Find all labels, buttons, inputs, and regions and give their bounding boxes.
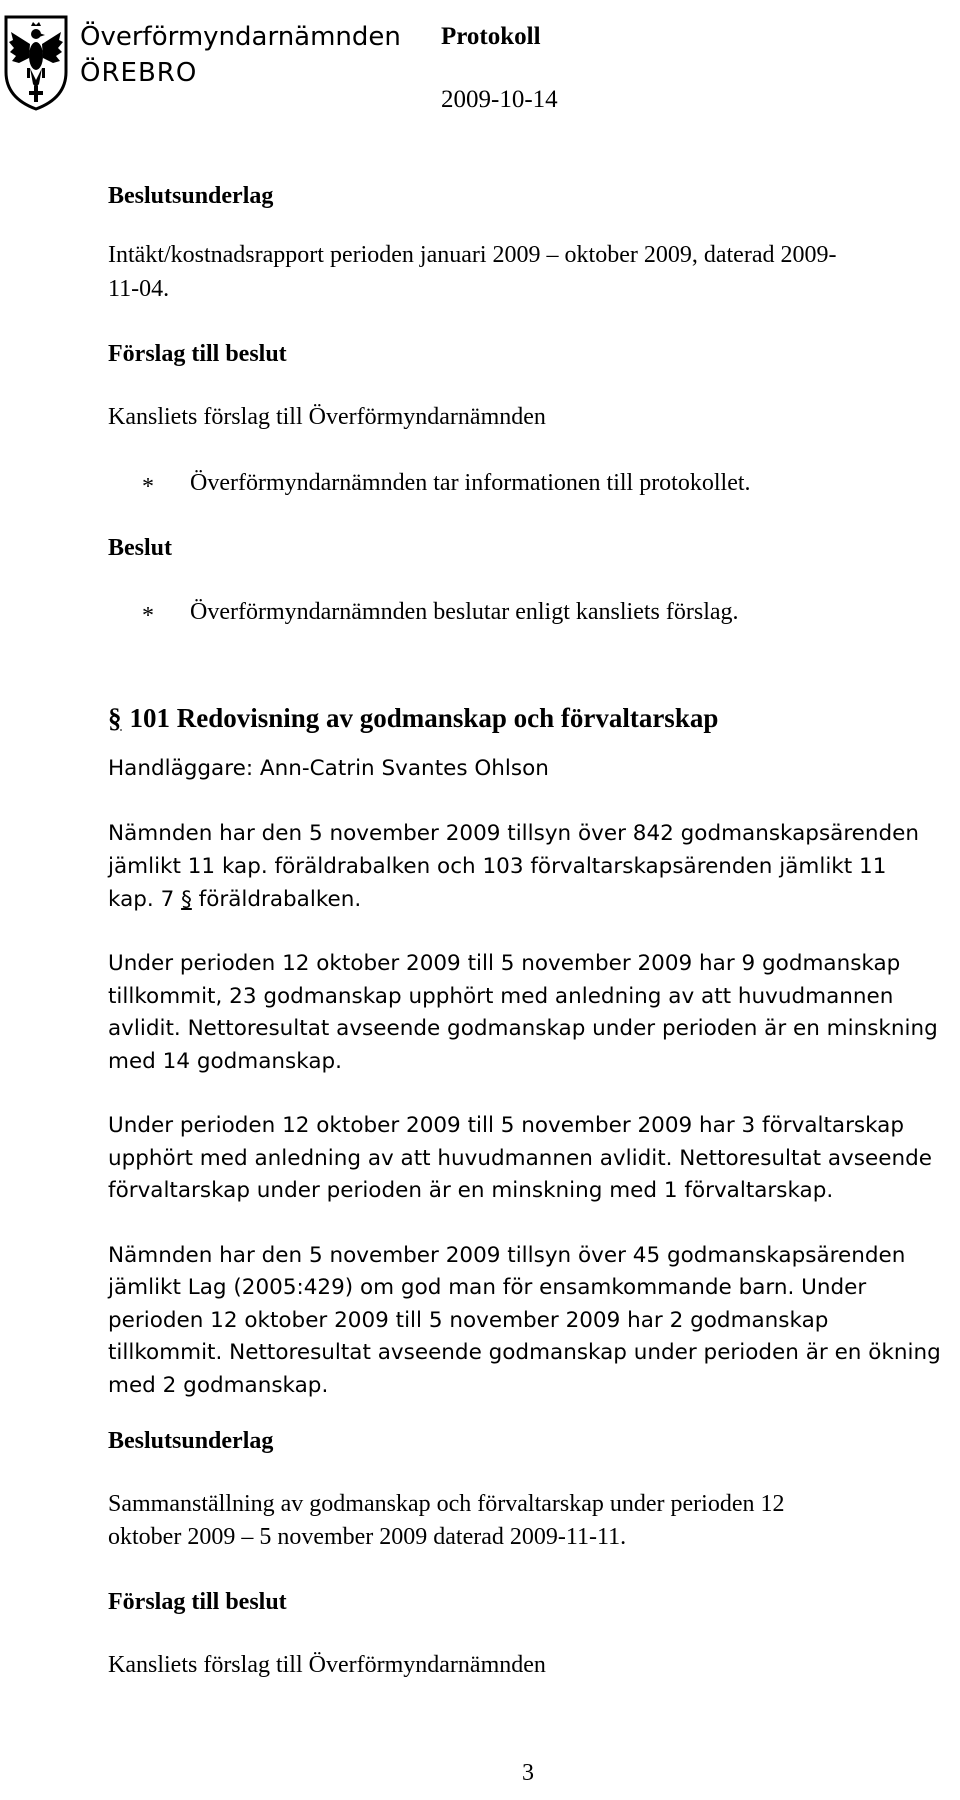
paragraph-line: kap. 7 § föräldrabalken. — [108, 887, 362, 912]
heading-beslut: Beslut — [108, 535, 173, 561]
organization-city: ÖREBRO — [80, 58, 198, 88]
paragraph-line: Kansliets förslag till Överförmyndarnämnden — [108, 404, 546, 430]
page-number: 3 — [522, 1760, 534, 1786]
paragraph-line: Nämnden har den 5 november 2009 tillsyn över 842 godmanskapsärenden — [108, 821, 920, 846]
paragraph-line: tillkommit, 23 godmanskap upphört med anledning av att huvudmannen — [108, 984, 894, 1009]
bullet-asterisk: * — [142, 603, 154, 629]
paragraph-line: Under perioden 12 oktober 2009 till 5 november 2009 har 9 godmanskap — [108, 951, 901, 976]
bullet-item: Överförmyndarnämnden tar informationen till protokollet. — [190, 470, 751, 496]
paragraph-line: förvaltarskap under perioden är en minskning med 1 förvaltarskap. — [108, 1178, 834, 1203]
paragraph-sign: § — [108, 703, 122, 733]
paragraph-line: upphört med anledning av att huvudmannen avlidit. Nettoresultat avseende — [108, 1146, 932, 1171]
paragraph-line: oktober 2009 – 5 november 2009 daterad 2009-11-11. — [108, 1524, 627, 1550]
paragraph-line: Kansliets förslag till Överförmyndarnämnden — [108, 1652, 546, 1678]
heading-forslag-till-beslut: Förslag till beslut — [108, 1589, 287, 1615]
section-title-text: 101 Redovisning av godmanskap och förvaltarskap — [129, 703, 719, 733]
organization-name: Överförmyndarnämnden — [80, 22, 401, 52]
handler-line: Handläggare: Ann-Catrin Svantes Ohlson — [108, 756, 549, 781]
paragraph-line: med 2 godmanskap. — [108, 1373, 329, 1398]
document-type: Protokoll — [441, 23, 541, 50]
paragraph-line: avlidit. Nettoresultat avseende godmanskap under perioden är en minskning — [108, 1016, 938, 1041]
paragraph-line: Intäkt/kostnadsrapport perioden januari 2009 – oktober 2009, daterad 2009- — [108, 242, 837, 268]
paragraph-line: Sammanställning av godmanskap och förvaltarskap under perioden 12 — [108, 1491, 785, 1517]
bullet-item: Överförmyndarnämnden beslutar enligt kansliets förslag. — [190, 599, 739, 625]
paragraph-line: jämlikt Lag (2005:429) om god man för ensamkommande barn. Under — [108, 1275, 867, 1300]
section-title — [108, 703, 718, 734]
paragraph-line: Under perioden 12 oktober 2009 till 5 november 2009 har 3 förvaltarskap — [108, 1113, 905, 1138]
paragraph-line: jämlikt 11 kap. föräldrabalken och 103 förvaltarskapsärenden jämlikt 11 — [108, 854, 887, 879]
bullet-asterisk: * — [142, 474, 154, 500]
paragraph-line: med 14 godmanskap. — [108, 1049, 342, 1074]
paragraph-line: Nämnden har den 5 november 2009 tillsyn över 45 godmanskapsärenden — [108, 1243, 906, 1268]
orebro-eagle-coat-of-arms-icon — [3, 14, 69, 112]
document-date: 2009-10-14 — [441, 86, 558, 113]
paragraph-line: tillkommit. Nettoresultat avseende godmanskap under perioden är en ökning — [108, 1340, 941, 1365]
paragraph-line: 11-04. — [108, 276, 170, 302]
paragraph-line: perioden 12 oktober 2009 till 5 november 2009 har 2 godmanskap — [108, 1308, 829, 1333]
heading-beslutsunderlag: Beslutsunderlag — [108, 183, 274, 209]
heading-beslutsunderlag: Beslutsunderlag — [108, 1428, 274, 1454]
heading-forslag-till-beslut: Förslag till beslut — [108, 341, 287, 367]
